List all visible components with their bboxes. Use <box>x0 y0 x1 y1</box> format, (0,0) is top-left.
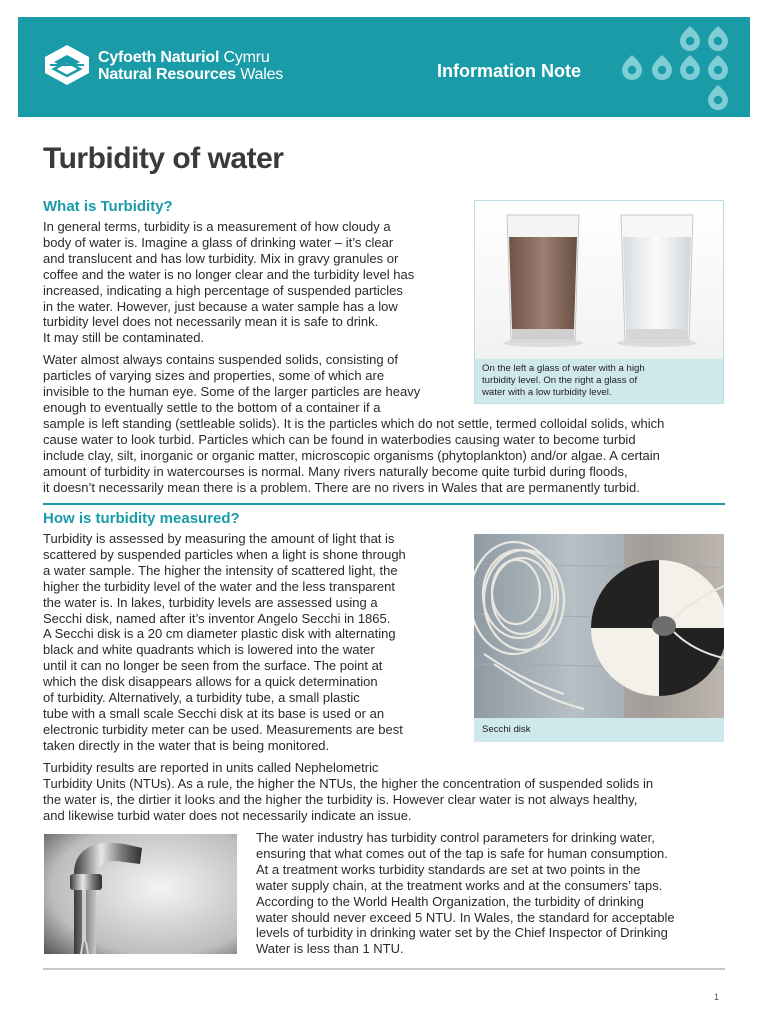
page-number: 1 <box>714 992 720 1002</box>
water-drops-icon <box>610 20 750 117</box>
text-line: the water is, the dirtier it looks and the higher the turbidity is. However clear water is not always healthy, <box>43 791 638 807</box>
section-heading-how: How is turbidity measured? <box>43 510 240 527</box>
text-line: taken directly in the water that is being monitored. <box>43 737 330 753</box>
text-line: Turbidity is assessed by measuring the amount of light that is <box>43 531 395 546</box>
text-line: cause water to look turbid. Particles which can be found in waterbodies causing water to become turbid <box>43 431 636 447</box>
tap-photo <box>44 834 237 954</box>
text-line: the water is. In lakes, turbidity levels are assessed using a <box>43 594 378 610</box>
text-line: and translucent and has low turbidity. Mix in gravy granules or <box>43 250 399 266</box>
paragraph-what-2 <box>43 352 420 416</box>
paragraph-how-1 <box>43 531 406 754</box>
paragraph-how-2 <box>43 760 653 824</box>
text-line: coffee and the water is no longer clear and the turbidity level has <box>43 266 415 282</box>
page-title: Turbidity of water <box>43 142 284 175</box>
text-line: ensuring that what comes out of the tap is safe for human consumption. <box>256 845 668 861</box>
caption-line: turbidity level. On the right a glass of <box>482 375 638 386</box>
nrw-logo-icon <box>44 44 90 86</box>
text-line: amount of turbidity in watercourses is normal. Many rivers naturally become quite turbid during floods, <box>43 463 628 479</box>
text-line: of turbidity. Alternatively, a turbidity tube, a small plastic <box>43 690 360 706</box>
brand-welsh-bold: Cyfoeth Naturiol <box>98 49 220 66</box>
text-line: water supply chain, at the treatment works and at the consumers’ taps. <box>256 877 663 893</box>
text-line: levels of turbidity in drinking water set by the Chief Inspector of Drinking <box>256 925 668 941</box>
secchi-figure-caption: Secchi disk <box>474 718 724 742</box>
text-line: higher the turbidity level of the water and the less transparent <box>43 578 395 594</box>
text-line: black and white quadrants which is lowered into the water <box>43 642 375 658</box>
paragraph-how-3 <box>256 830 675 957</box>
text-line: turbidity level does not necessarily mean it is safe to drink. <box>43 314 379 330</box>
text-line: The water industry has turbidity control parameters for drinking water, <box>256 830 655 845</box>
caption-line: water with a low turbidity level. <box>482 387 612 398</box>
text-line: increased, indicating a high percentage of suspended particles <box>43 282 403 298</box>
text-line: At a treatment works turbidity standards are set at two points in the <box>256 861 641 877</box>
tap-water-image <box>44 834 237 954</box>
text-line: Water almost always contains suspended solids, consisting of <box>43 352 399 367</box>
text-line: which the disk disappears allows for a quick determination <box>43 674 378 690</box>
text-line: Water is less than 1 NTU. <box>256 941 404 957</box>
text-line: Turbidity results are reported in units called Nephelometric <box>43 760 379 775</box>
secchi-disk-figure <box>474 534 724 718</box>
text-line: In general terms, turbidity is a measurement of how cloudy a <box>43 219 391 234</box>
secchi-disk-image <box>474 534 724 718</box>
glasses-figure-caption <box>475 359 723 403</box>
text-line: it doesn’t necessarily mean there is a problem. There are no rivers in Wales that are permanently turbid. <box>43 479 640 495</box>
information-note-label: Information Note <box>437 61 581 81</box>
text-line: until it can no longer be seen from the surface. The point at <box>43 658 383 674</box>
text-line: invisible to the human eye. Some of the larger particles are heavy <box>43 383 421 399</box>
text-line: A Secchi disk is a 20 cm diameter plastic disk with alternating <box>43 626 396 642</box>
brand-english-bold: Natural Resources <box>98 66 236 83</box>
paragraph-what-1 <box>43 219 414 346</box>
text-line: electronic turbidity meter can be used. Measurements are best <box>43 721 403 737</box>
text-line: tube with a small scale Secchi disk at its base is used or an <box>43 705 385 721</box>
text-line: Turbidity Units (NTUs). As a rule, the higher the NTUs, the higher the concentration of suspended solids in <box>43 775 654 791</box>
paragraph-what-2-continued <box>43 416 664 496</box>
text-line: enough to eventually settle to the bottom of a container if a <box>43 399 381 415</box>
text-line: particles of varying sizes and properties, some of which are <box>43 367 385 383</box>
brand-welsh-light: Cymru <box>223 49 270 66</box>
text-line: include clay, silt, inorganic or organic matter, microscopic organisms (phytoplankton) and/or algae. A certain <box>43 447 660 463</box>
text-line: body of water is. Imagine a glass of drinking water – it’s clear <box>43 234 394 250</box>
text-line: sample is left standing (settleable solids). It is the particles which do not settle, termed colloidal solids, which <box>43 416 665 431</box>
brand-english <box>98 66 283 83</box>
brand-english-light: Wales <box>240 66 284 83</box>
section-heading-what: What is Turbidity? <box>43 198 173 215</box>
section-divider <box>43 503 725 505</box>
brand-welsh <box>98 49 270 66</box>
caption-line: On the left a glass of water with a high <box>482 363 645 374</box>
text-line: water should never exceed 5 NTU. In Wales, the standard for acceptable <box>256 909 675 925</box>
footer-divider <box>43 968 725 970</box>
text-line: scattered by suspended particles when a light is shone through <box>43 546 406 562</box>
text-line: and likewise turbid water does not necessarily indicate an issue. <box>43 807 412 823</box>
text-line: a water sample. The higher the intensity of scattered light, the <box>43 562 398 578</box>
text-line: According to the World Health Organization, the turbidity of drinking <box>256 893 644 909</box>
text-line: Secchi disk, named after it’s inventor Angelo Secchi in 1865. <box>43 610 391 626</box>
text-line: in the water. However, just because a water sample has a low <box>43 298 398 314</box>
text-line: It may still be contaminated. <box>43 330 205 346</box>
